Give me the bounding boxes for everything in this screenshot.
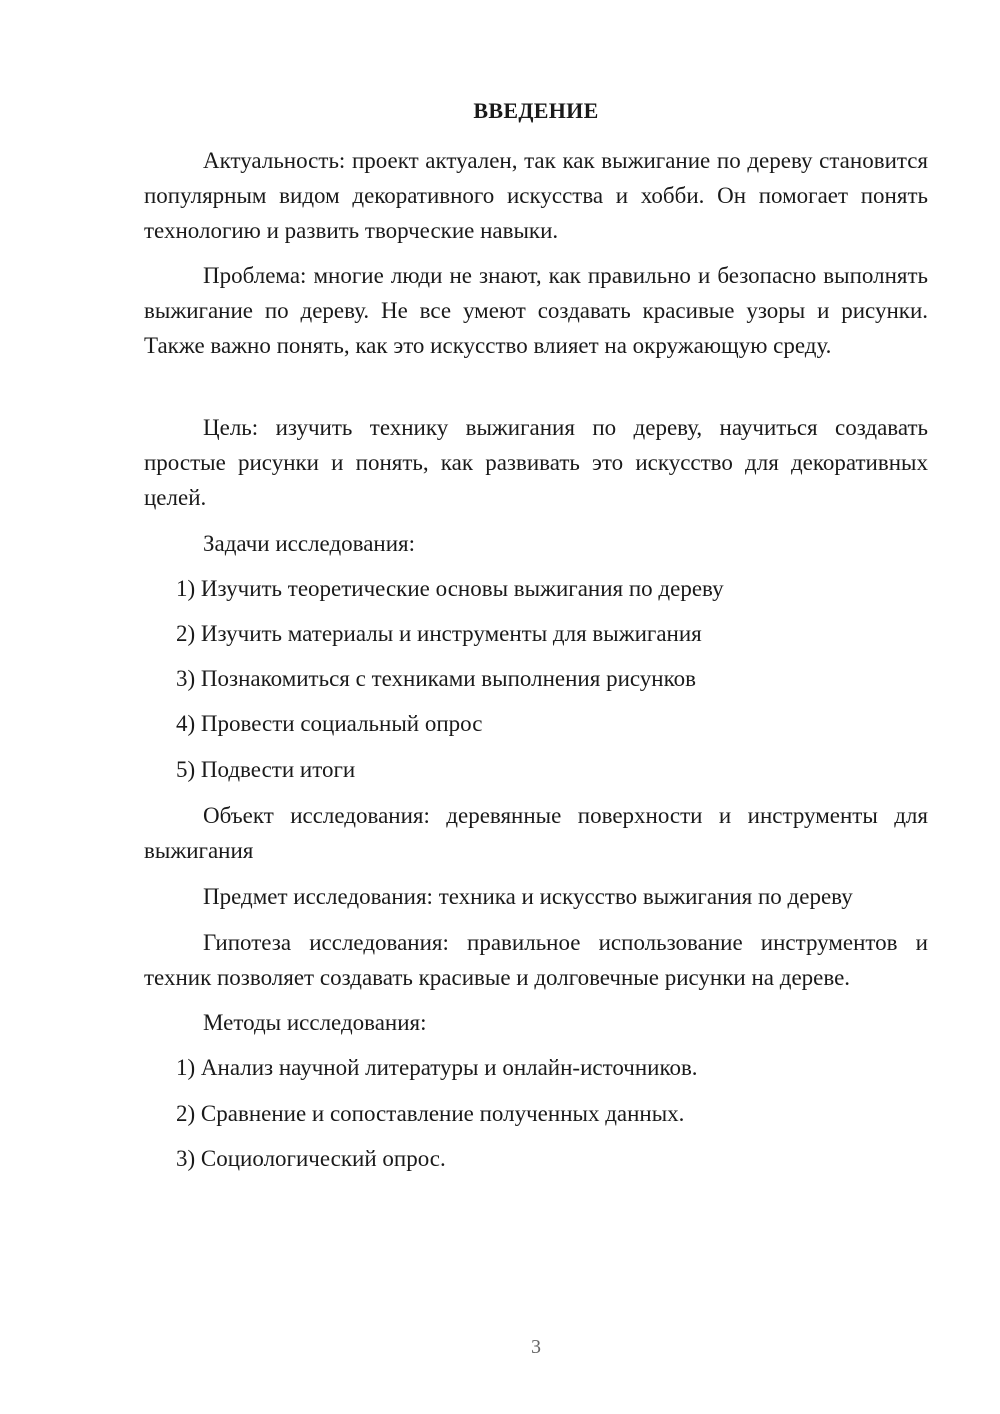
task-item-4: 4) Провести социальный опрос (176, 711, 483, 736)
document-page (144, 0, 928, 1414)
tasks-heading: Задачи исследования: (203, 531, 416, 556)
task-item-3: 3) Познакомиться с техниками выполнения рисунков (176, 666, 696, 691)
task-item-2: 2) Изучить материалы и инструменты для выжигания (176, 621, 702, 646)
task-item-1: 1) Изучить теоретические основы выжигания по дереву (176, 576, 724, 601)
paragraph-relevance: Актуальность: проект актуален, так как выжигание по дереву становится популярным видом декоративного искусства и хобби. Он помогает понять технологию и развить творческие навыки. (144, 148, 928, 243)
paragraph-problem: Проблема: многие люди не знают, как правильно и безопасно выполнять выжигание по дереву. Не все умеют создавать красивые узоры и рисунки. Также важно понять, как это искусство влияет на окружающую среду. (144, 263, 928, 358)
methods-heading: Методы исследования: (203, 1010, 427, 1035)
task-item-5: 5) Подвести итоги (176, 757, 356, 782)
method-item-1: 1) Анализ научной литературы и онлайн-источников. (176, 1055, 698, 1080)
method-item-2: 2) Сравнение и сопоставление полученных данных. (176, 1101, 685, 1126)
page-number: 3 (531, 1336, 541, 1358)
paragraph-object: Объект исследования: деревянные поверхности и инструменты для выжигания (144, 803, 928, 863)
paragraph-subject: Предмет исследования: техника и искусство выжигания по дереву (203, 884, 853, 909)
section-title: ВВЕДЕНИЕ (473, 98, 599, 123)
method-item-3: 3) Социологический опрос. (176, 1146, 446, 1171)
paragraph-goal: Цель: изучить технику выжигания по дереву, научиться создавать простые рисунки и понять, как развивать это искусство для декоративных целей. (144, 415, 928, 510)
paragraph-hypothesis: Гипотеза исследования: правильное использование инструментов и техник позволяет создавать красивые и долговечные рисунки на дереве. (144, 930, 928, 990)
